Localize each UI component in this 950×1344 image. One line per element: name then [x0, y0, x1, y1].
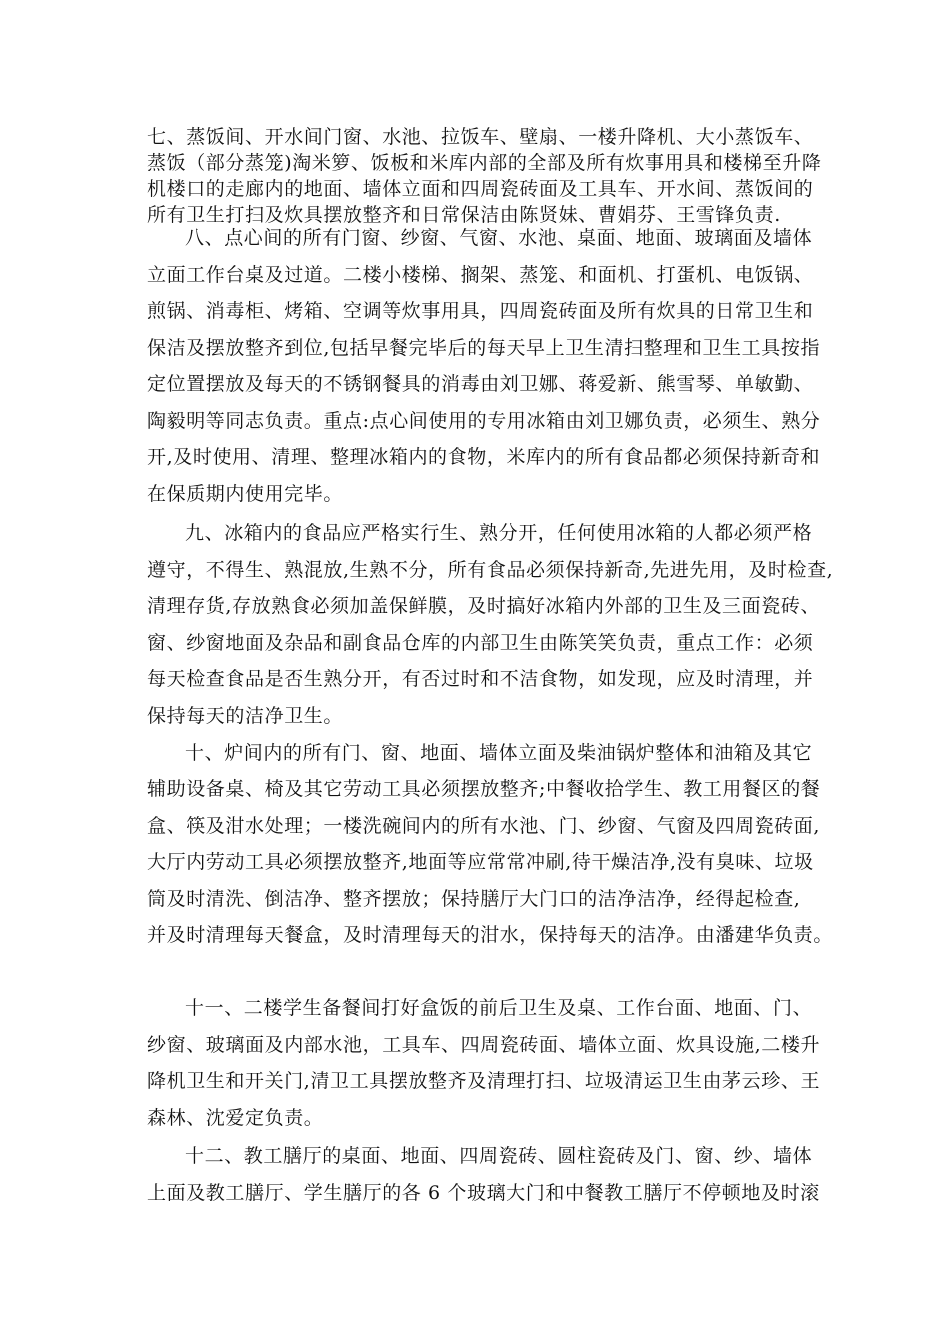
section-9-line-3: 清理存货,存放熟食必须加盖保鲜膜，及时搞好冰箱内外部的卫生及三面瓷砖、	[147, 595, 821, 617]
section-9-line-2: 遵守，不得生、熟混放,生熟不分，所有食品必须保持新奇,先进先用，及时检查,	[147, 559, 834, 581]
section-12-line-1: 十二、教工膳厅的桌面、地面、四周瓷砖、圆柱瓷砖及门、窗、纱、墙体	[185, 1145, 813, 1167]
section-7-line-2: 蒸饭（部分蒸笼)淘米箩、饭板和米库内部的全部及所有炊事用具和楼梯至升降	[147, 152, 822, 174]
section-8-line-6: 陶毅明等同志负责。重点:点心间使用的专用冰箱由刘卫娜负责，必须生、熟分	[147, 410, 821, 432]
section-11-line-4: 森林、沈爱定负责。	[147, 1107, 324, 1129]
section-8-line-8: 在保质期内使用完毕。	[147, 483, 344, 505]
section-7-line-4: 所有卫生打扫及炊具摆放整齐和日常保洁由陈贤妹、曹娟芬、王雪锋负责.	[147, 204, 781, 226]
section-10-line-5: 筒及时清洗、倒洁净、整齐摆放；保持膳厅大门口的洁净洁净，经得起检查,	[147, 888, 801, 910]
section-11-line-3: 降机卫生和开关门,清卫工具摆放整齐及清理打扫、垃圾清运卫生由茅云珍、王	[147, 1070, 821, 1092]
section-8-line-4: 保洁及摆放整齐到位,包括早餐完毕后的每天早上卫生清扫整理和卫生工具按指	[147, 337, 821, 359]
section-11-line-1: 十一、二楼学生备餐间打好盒饭的前后卫生及桌、工作台面、地面、门、	[185, 997, 813, 1019]
section-10-line-1: 十、炉间内的所有门、窗、地面、墙体立面及柴油锅炉整体和油箱及其它	[185, 742, 813, 764]
section-12-line-2: 上面及教工膳厅、学生膳厅的各 6 个玻璃大门和中餐教工膳厅不停顿地及时滚	[147, 1182, 820, 1204]
section-10-line-4: 大厅内劳动工具必须摆放整齐,地面等应常常冲刷,待干燥洁净,没有臭味、垃圾	[147, 851, 814, 873]
section-8-line-2: 立面工作台桌及过道。二楼小楼梯、搁架、蒸笼、和面机、打蛋机、电饭锅、	[147, 264, 814, 286]
section-8-line-5: 定位置摆放及每天的不锈钢餐具的消毒由刘卫娜、蒋爱新、熊雪琴、单敏勤、	[147, 373, 814, 395]
section-8-line-7: 开,及时使用、清理、整理冰箱内的食物，米库内的所有食品都必须保持新奇和	[147, 446, 821, 468]
section-9-line-5: 每天检查食品是否生熟分开，有否过时和不洁食物，如发现，应及时清理，并	[147, 668, 814, 690]
section-10-line-6: 并及时清理每天餐盒，及时清理每天的泔水，保持每天的洁净。由潘建华负责。	[147, 924, 834, 946]
section-10-line-2: 辅助设备桌、椅及其它劳动工具必须摆放整齐;中餐收拾学生、教工用餐区的餐	[147, 778, 821, 800]
section-10-line-3: 盒、筷及泔水处理；一楼洗碗间内的所有水池、门、纱窗、气窗及四周瓷砖面,	[147, 815, 821, 837]
section-11-line-2: 纱窗、玻璃面及内部水池，工具车、四周瓷砖面、墙体立面、炊具设施,二楼升	[147, 1034, 821, 1056]
section-8-line-3: 煎锅、消毒柜、烤箱、空调等炊事用具，四周瓷砖面及所有炊具的日常卫生和	[147, 300, 814, 322]
section-7-line-1: 七、蒸饭间、开水间门窗、水池、拉饭车、壁扇、一楼升降机、大小蒸饭车、	[147, 126, 814, 148]
section-8-line-1: 八、点心间的所有门窗、纱窗、气窗、水池、桌面、地面、玻璃面及墙体	[185, 227, 813, 249]
section-9-line-6: 保持每天的洁净卫生。	[147, 705, 344, 727]
section-9-line-4: 窗、纱窗地面及杂品和副食品仓库的内部卫生由陈笑笑负责，重点工作：必须	[147, 632, 814, 654]
section-7-line-3: 机楼口的走廊内的地面、墙体立面和四周瓷砖面及工具车、开水间、蒸饭间的	[147, 178, 814, 200]
section-9-line-1: 九、冰箱内的食品应严格实行生、熟分开，任何使用冰箱的人都必须严格	[185, 522, 813, 544]
